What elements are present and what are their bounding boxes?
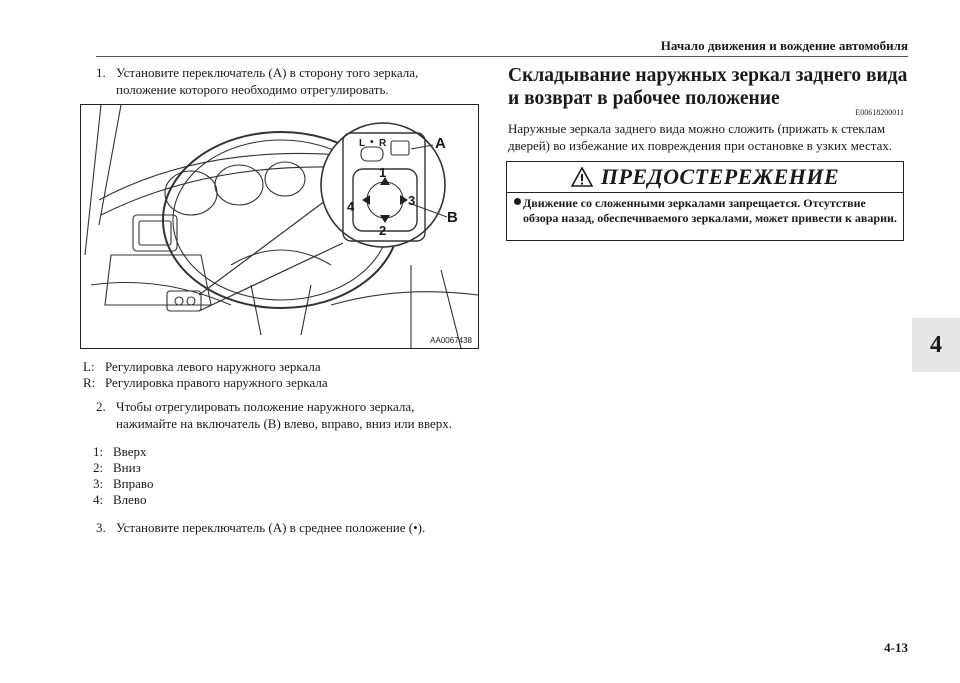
section-title-line-1: Складывание наружных зеркал заднего вида (508, 65, 908, 86)
direction-text: Вниз (113, 460, 141, 475)
label-4: 4 (347, 199, 355, 214)
label-1: 1 (379, 165, 387, 180)
direction-item (93, 476, 293, 492)
step-3-text: Установите переключатель (A) в среднее положение (•). (116, 520, 426, 535)
label-dot: • (370, 137, 374, 148)
direction-list (93, 444, 293, 508)
direction-key: 4: (93, 492, 104, 507)
direction-key: 3: (93, 476, 104, 491)
step-2-text: Чтобы отрегулировать положение наружного зеркала, нажимайте на включатель (B) влево, вправо, вниз или вверх. (116, 399, 453, 431)
chapter-tab: 4 (912, 318, 960, 372)
legend-key: L: (83, 359, 95, 374)
label-3: 3 (408, 193, 416, 208)
direction-text: Вверх (113, 444, 147, 459)
legend-text: Регулировка левого наружного зеркала (105, 359, 321, 374)
step-3-number: 3. (96, 520, 106, 535)
direction-item (93, 444, 293, 460)
dashboard-illustration (81, 105, 478, 348)
step-1 (96, 64, 476, 98)
legend-item (83, 359, 473, 375)
label-b: B (447, 209, 458, 226)
warning-title: ПРЕДОСТЕРЕЖЕНИЕ (600, 164, 840, 189)
direction-key: 2: (93, 460, 104, 475)
mirror-switch-figure (80, 104, 479, 349)
legend-key: R: (83, 375, 96, 390)
step-3 (96, 519, 476, 536)
direction-item (93, 492, 293, 508)
warning-box (506, 161, 904, 241)
direction-key: 1: (93, 444, 104, 459)
direction-text: Влево (113, 492, 147, 507)
step-2 (96, 398, 476, 432)
section-title (508, 64, 907, 110)
section-title-line-2: и возврат в рабочее положение (508, 88, 780, 109)
legend-text: Регулировка правого наружного зеркала (105, 375, 328, 390)
figure-code: AA0067438 (430, 336, 472, 345)
warning-body (507, 193, 903, 226)
section-code: E00618200011 (855, 108, 904, 117)
warning-header (507, 162, 903, 193)
step-2-number: 2. (96, 399, 106, 414)
section-paragraph: Наружные зеркала заднего вида можно сложить (прижать к стеклам дверей) во избежание их повреждения при остановке в узких местах. (508, 121, 893, 153)
label-a: A (435, 135, 446, 152)
direction-text: Вправо (113, 476, 154, 491)
step-1-text: Установите переключатель (A) в сторону того зеркала, положение которого необходимо отрегулировать. (116, 65, 419, 97)
warning-text: Движение со сложенными зеркалами запрещается. Отсутствие обзора назад, обеспечиваемого зеркалами, может привести к аварии. (523, 196, 897, 225)
bullet-icon (514, 198, 521, 205)
lr-legend (83, 359, 473, 391)
label-r: R (379, 138, 387, 149)
step-1-number: 1. (96, 65, 106, 80)
label-2: 2 (379, 223, 387, 238)
warning-triangle-icon (571, 167, 593, 187)
section-header: Начало движения и вождение автомобиля (660, 38, 908, 53)
page-number: 4-13 (884, 640, 908, 655)
header-rule (96, 56, 908, 57)
label-l: L (359, 138, 366, 149)
legend-item (83, 375, 473, 391)
direction-item (93, 460, 293, 476)
